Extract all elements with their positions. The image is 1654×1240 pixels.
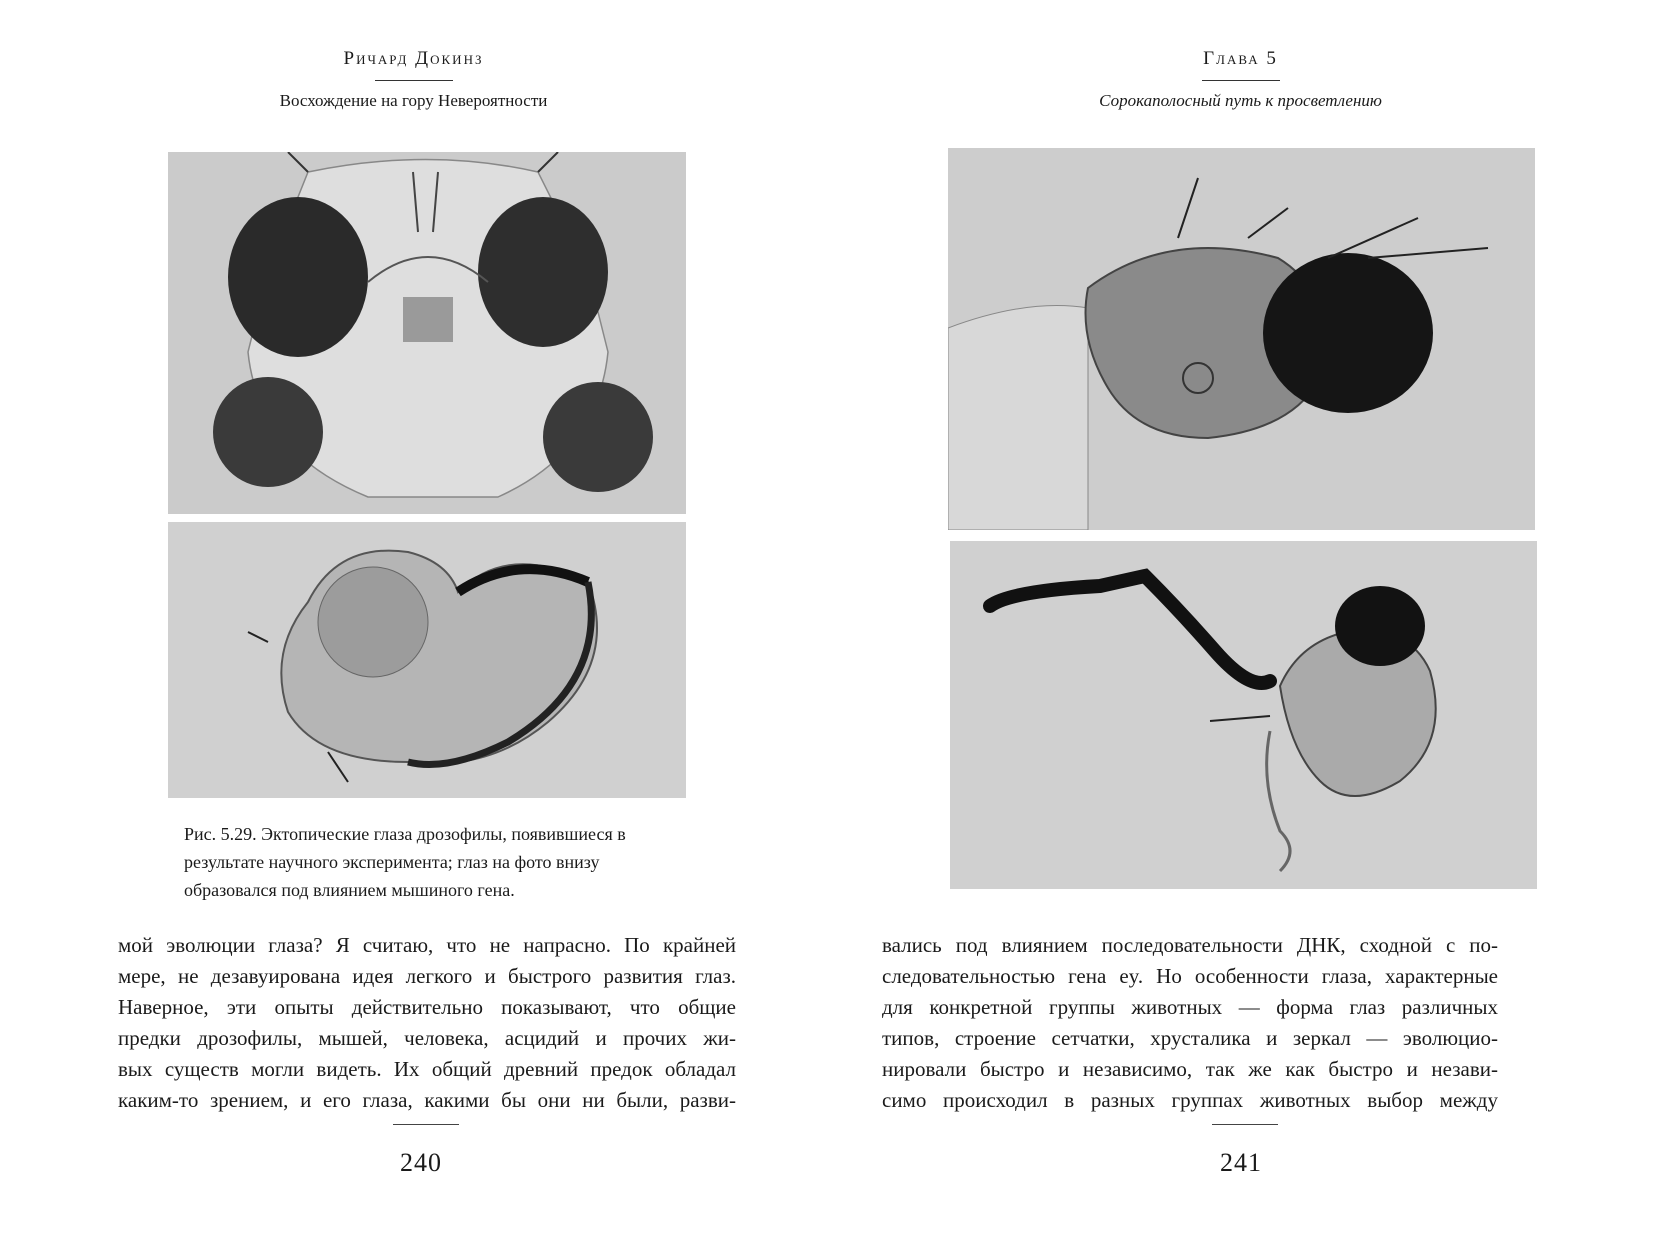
text-line: для конкретной группы животных — форма глаз различных xyxy=(882,995,1498,1019)
author-name: Ричард Докинз xyxy=(343,48,484,69)
text-line: симо происходил в разных группах животных выбор между xyxy=(882,1088,1498,1112)
text-line: мере, не дезавуирована идея легкого и быстрого развития глаз. xyxy=(118,964,736,988)
figure-caption: Рис. 5.29. Эктопические глаза дрозофилы, появившиеся в результате научного эксперимента; глаз на фото внизу образовался под влиянием мышиного гена. xyxy=(184,824,626,900)
chapter-label: Глава 5 xyxy=(1203,48,1278,69)
text-line: нировали быстро и независимо, так же как быстро и незави- xyxy=(882,1057,1498,1081)
left-body-text xyxy=(118,930,736,1116)
text-line: предки дрозофилы, мышей, человека, асцидий и прочих жи- xyxy=(118,1026,736,1050)
chapter-title: Сорокаполосный путь к просветлению xyxy=(1099,91,1382,110)
page-number: 240 xyxy=(400,1148,442,1177)
photo-fly-leg-with-eye xyxy=(950,541,1537,889)
text-line: вых существ могли видеть. Их общий древний предок обладал xyxy=(118,1057,736,1081)
text-line: каким-то зрением, и его глаза, какими бы они ни были, разви- xyxy=(118,1088,736,1112)
text-line: мой эволюции глаза? Я считаю, что не напрасно. По крайней xyxy=(118,933,736,957)
right-running-header xyxy=(827,48,1654,111)
text-line: типов, строение сетчатки, хрусталика и зеркал — эволюцио- xyxy=(882,1026,1498,1050)
page-number: 241 xyxy=(1220,1148,1262,1177)
book-title: Восхождение на гору Невероятности xyxy=(279,91,548,110)
text-line: вались под влиянием последовательности ДНК, сходной с по- xyxy=(882,933,1498,957)
footer-rule xyxy=(393,1124,459,1125)
photo-fly-eye-on-leg-segment xyxy=(948,148,1535,530)
text-line: следовательностью гена ey. Но особенности глаза, характерные xyxy=(882,964,1498,988)
header-rule xyxy=(375,80,453,81)
footer-rule xyxy=(1212,1124,1278,1125)
photo-ectopic-eye-mouse-gene xyxy=(168,522,686,798)
right-body-text xyxy=(882,930,1498,1116)
header-rule xyxy=(1202,80,1280,81)
right-page xyxy=(827,0,1654,1240)
photo-fly-head-ectopic-eyes xyxy=(168,152,686,514)
left-running-header xyxy=(0,48,827,111)
text-line: Наверное, эти опыты действительно показывают, что общие xyxy=(118,995,736,1019)
